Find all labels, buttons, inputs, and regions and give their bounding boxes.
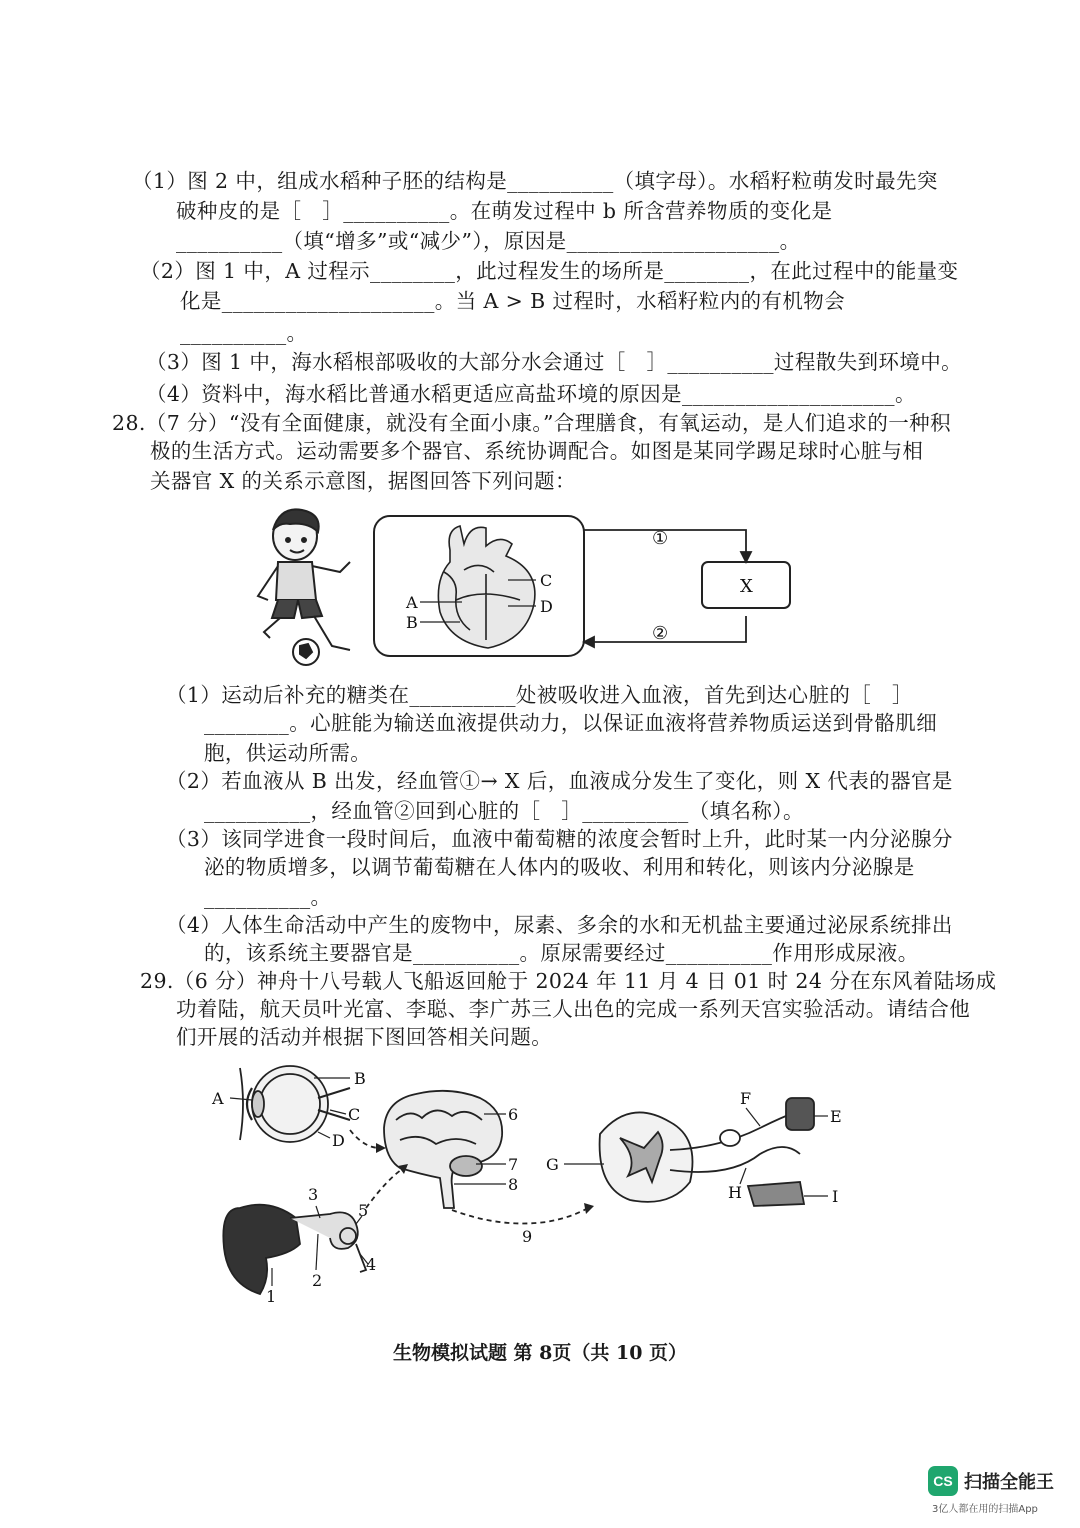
organ-x-label: X <box>740 576 753 597</box>
ear-label-1: 1 <box>266 1287 277 1306</box>
scanner-logo-icon: CS <box>928 1466 958 1496</box>
eye-to-brain-arrow <box>350 1130 380 1148</box>
q27-2-line1: （2）图 1 中，A 过程示________，此过程发生的场所是________，在此过程中的能量变 <box>140 259 959 283</box>
q27-3: （3）图 1 中，海水稻根部吸收的大部分水会通过［ ］__________过程散失到环境中。 <box>146 350 963 374</box>
reflex-label-g: G <box>546 1155 559 1174</box>
q27-2-line3: __________。 <box>180 321 308 345</box>
reflex-label-i: I <box>832 1187 839 1206</box>
ear-label-2: 2 <box>312 1271 323 1290</box>
scanner-watermark <box>928 1466 1054 1496</box>
reflex-label-h: H <box>728 1183 742 1202</box>
q28-figure <box>250 500 820 680</box>
q27-4: （4）资料中，海水稻比普通水稻更适应高盐环境的原因是____________________。 <box>146 382 916 406</box>
q28-2-line2: __________，经血管②回到心脏的［ ］__________（填名称）。 <box>204 799 804 823</box>
reflex-label-e: E <box>830 1107 842 1126</box>
q28-2-line1: （2）若血液从 B 出发，经血管①→ X 后，血液成分发生了变化，则 X 代表的器官是 <box>166 769 953 793</box>
heart-label-c: C <box>540 571 553 590</box>
q28-1-line1: （1）运动后补充的糖类在__________处被吸收进入血液，首先到达心脏的［ ］ <box>166 683 913 707</box>
ear-to-brain-arrow <box>366 1168 404 1208</box>
page-footer: 生物模拟试题 第 8页（共 10 页） <box>392 1342 688 1364</box>
reflex-arc-illustration <box>600 1098 814 1206</box>
brain-label-8: 8 <box>508 1175 519 1194</box>
brain-to-spinal-arrow <box>452 1208 588 1224</box>
q28-3-line1: （3）该同学进食一段时间后，血液中葡萄糖的浓度会暂时上升，此时某一内分泌腺分 <box>166 827 953 851</box>
q28-1-line3: 胞，供运动所需。 <box>204 741 372 765</box>
ear-label-5: 5 <box>358 1201 369 1220</box>
ear-label-4: 4 <box>366 1255 377 1274</box>
ear-label-3: 3 <box>308 1185 319 1204</box>
heart-label-a: A <box>406 593 418 612</box>
q28-3-line2: 泌的物质增多，以调节葡萄糖在人体内的吸收、利用和转化，则该内分泌腺是 <box>204 855 915 879</box>
q29-intro-line2: 功着陆，航天员叶光富、李聪、李广苏三人出色的完成一系列天宫实验活动。请结合他 <box>176 997 971 1021</box>
heart-label-b: B <box>406 613 418 632</box>
q28-4-line2: 的，该系统主要器官是__________。原尿需要经过__________作用形成尿液。 <box>204 941 919 965</box>
q27-1-line3: __________（填“增多”或“减少”），原因是____________________。 <box>176 229 801 253</box>
brain-illustration <box>384 1091 502 1208</box>
q28-1-line2: ________。心脏能为输送血液提供动力，以保证血液将营养物质运送到骨骼肌细 <box>204 711 938 735</box>
boy-kicking-ball-illustration <box>258 509 350 665</box>
q29-figure <box>200 1058 860 1308</box>
brain-label-6: 6 <box>508 1105 519 1124</box>
q28-3-line3: __________。 <box>204 885 332 909</box>
q28-intro-line1: 28.（7 分）“没有全面健康，就没有全面小康。”合理膳食，有氧运动，是人们追求的一种积 <box>112 411 951 435</box>
q29-intro-line1: 29.（6 分）神舟十八号载人飞船返回舱于 2024 年 11 月 4 日 01 时 24 分在东风着陆场成 <box>140 969 997 993</box>
heart-illustration <box>438 526 535 648</box>
brain-label-7: 7 <box>508 1155 519 1174</box>
heart-label-d: D <box>540 597 553 616</box>
ear-illustration <box>223 1205 366 1294</box>
eye-label-c: C <box>348 1105 361 1124</box>
scanner-app-name: 扫描全能王 <box>964 1472 1054 1493</box>
vessel-2-label: ② <box>652 623 669 644</box>
eye-label-d: D <box>332 1131 345 1150</box>
arrow-label-9: 9 <box>522 1227 533 1246</box>
q27-1-line1: （1）图 2 中，组成水稻种子胚的结构是__________（填字母）。水稻籽粒萌发时最先突 <box>132 169 938 193</box>
eye-label-b: B <box>354 1069 366 1088</box>
eye-label-a: A <box>212 1089 224 1108</box>
q28-4-line1: （4）人体生命活动中产生的废物中，尿素、多余的水和无机盐主要通过泌尿系统排出 <box>166 913 953 937</box>
q28-intro-line3: 关器官 X 的关系示意图，据图回答下列问题： <box>150 469 576 493</box>
q27-2-line2: 化是____________________。当 A > B 过程时，水稻籽粒内的有机物会 <box>180 289 846 313</box>
reflex-label-f: F <box>740 1089 752 1108</box>
q27-1-line2: 破种皮的是［ ］__________。在萌发过程中 b 所含营养物质的变化是 <box>176 199 833 223</box>
q29-intro-line3: 们开展的活动并根据下图回答相关问题。 <box>176 1025 553 1049</box>
scanner-slogan: 3亿人都在用的扫描App <box>932 1504 1038 1515</box>
q28-intro-line2: 极的生活方式。运动需要多个器官、系统协调配合。如图是某同学踢足球时心脏与相 <box>150 439 924 463</box>
vessel-1-label: ① <box>652 528 669 549</box>
